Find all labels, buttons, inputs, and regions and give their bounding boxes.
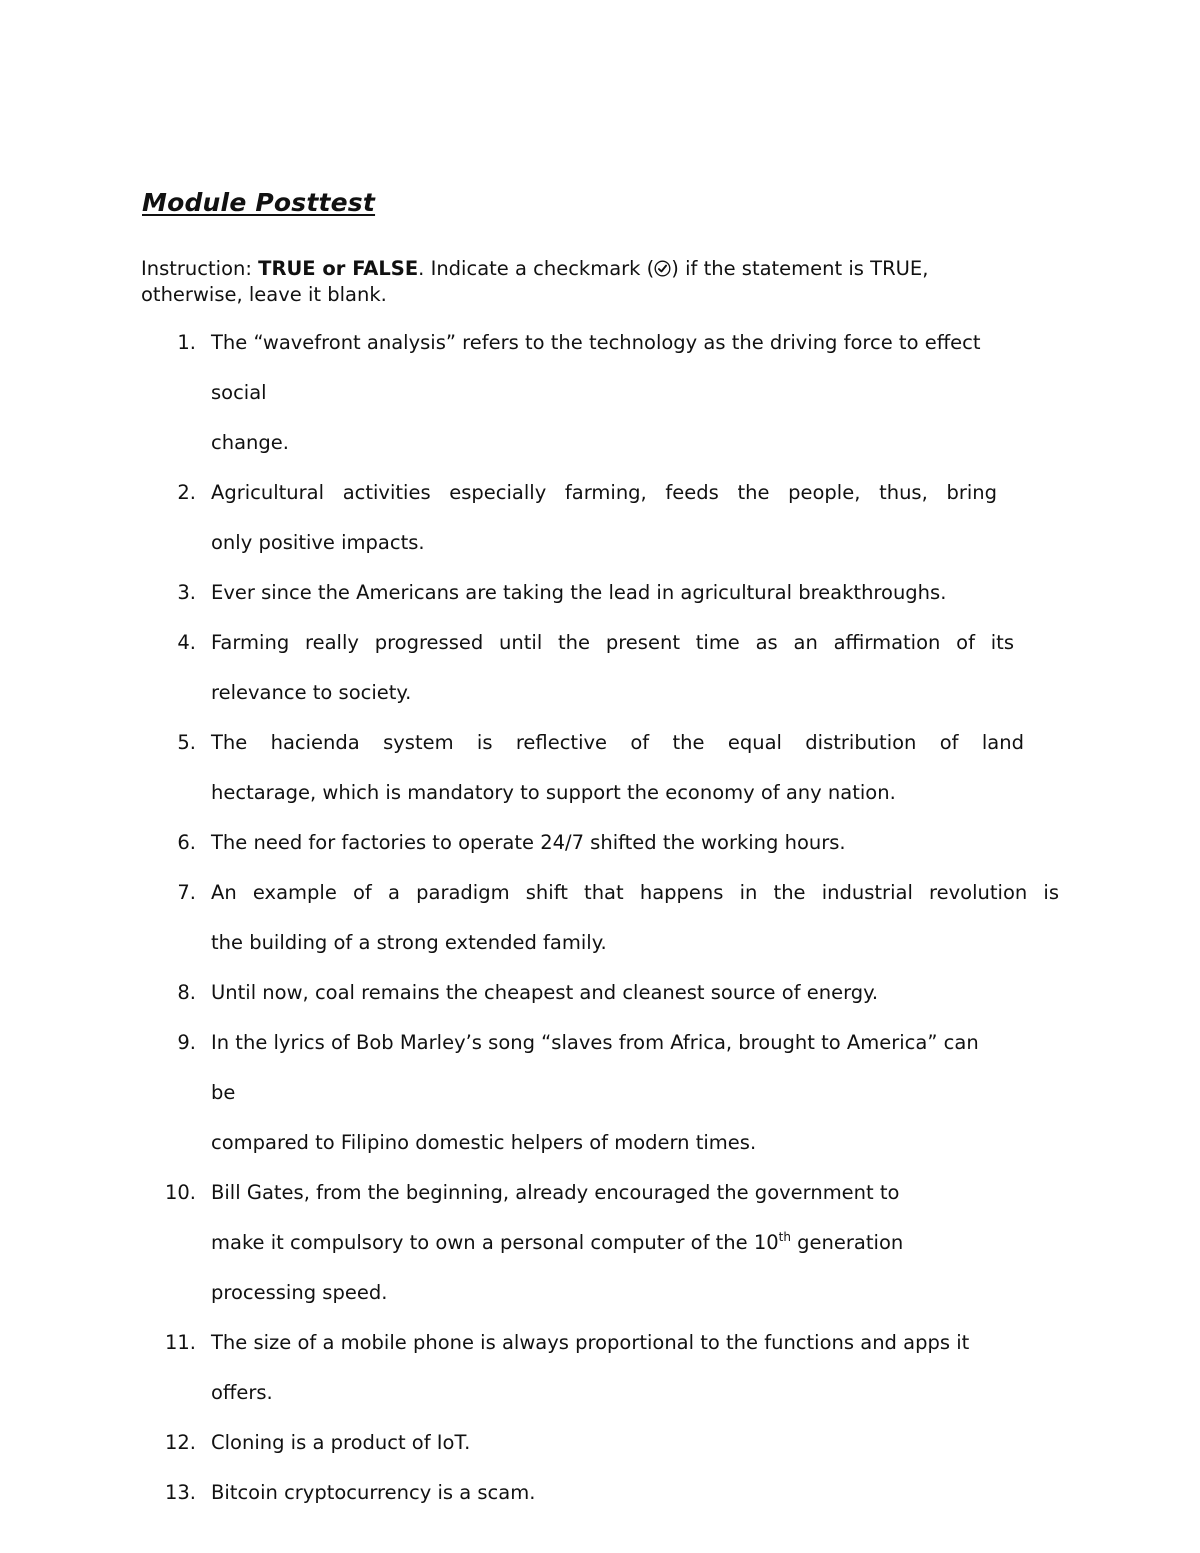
check-circle-icon (654, 260, 671, 277)
instruction-paragraph (141, 256, 1041, 308)
list-item (0, 818, 1200, 868)
item-number: 1. (177, 331, 196, 354)
item-number: 4. (177, 631, 196, 654)
item-text-line: The size of a mobile phone is always proportional to the functions and apps it (211, 1331, 970, 1354)
list-item (0, 968, 1200, 1018)
item-text-line: Bitcoin cryptocurrency is a scam. (211, 1481, 536, 1504)
list-item (0, 568, 1200, 618)
list-item (0, 718, 1200, 818)
item-text-line: processing speed. (211, 1281, 388, 1304)
list-item (0, 468, 1200, 568)
item-number: 8. (177, 981, 196, 1004)
item-text-line: the building of a strong extended family. (211, 931, 607, 954)
item-text-line: The need for factories to operate 24/7 shifted the working hours. (211, 831, 846, 854)
list-item (0, 1018, 1200, 1168)
question-list (0, 318, 1200, 1518)
page-title: Module Posttest (142, 188, 376, 217)
item-text-line: In the lyrics of Bob Marley’s song “slaves from Africa, brought to America” can (211, 1031, 979, 1054)
item-text-line: Bill Gates, from the beginning, already encouraged the government to (211, 1181, 900, 1204)
item-number: 11. (164, 1331, 196, 1354)
item-text-line: relevance to society. (211, 681, 412, 704)
item-text-justified: Farming really progressed until the present time as an affirmation of its (211, 631, 1014, 654)
item-text-line: be (211, 1081, 236, 1104)
list-item (0, 1168, 1200, 1318)
list-item (0, 1468, 1200, 1518)
item-number: 7. (177, 881, 196, 904)
item-text-line: offers. (211, 1381, 273, 1404)
item-text-justified: An example of a paradigm shift that happens in the industrial revolution is (211, 881, 1059, 904)
item-text-segment: generation (790, 1231, 904, 1254)
list-item (0, 868, 1200, 968)
item-number: 10. (164, 1181, 196, 1204)
instruction-true-false: TRUE or FALSE (258, 257, 419, 280)
item-number: 6. (177, 831, 196, 854)
instruction-line-2: otherwise, leave it blank. (141, 283, 387, 306)
item-number: 2. (177, 481, 196, 504)
item-text-line: only positive impacts. (211, 531, 425, 554)
item-text-line: Until now, coal remains the cheapest and cleanest source of energy. (211, 981, 879, 1004)
instruction-middle: . Indicate a checkmark ( (418, 257, 655, 280)
instruction-suffix: ) if the statement is TRUE, (671, 257, 929, 280)
item-text-line: Cloning is a product of IoT. (211, 1431, 471, 1454)
item-number: 9. (177, 1031, 196, 1054)
item-text-segment: make it compulsory to own a personal computer of the 10 (211, 1231, 779, 1254)
item-number: 13. (164, 1481, 196, 1504)
item-text-line: The “wavefront analysis” refers to the technology as the driving force to effect (211, 331, 981, 354)
list-item (0, 318, 1200, 468)
item-number: 12. (164, 1431, 196, 1454)
item-text-line: compared to Filipino domestic helpers of modern times. (211, 1131, 757, 1154)
superscript: th (778, 1230, 791, 1244)
item-text-justified: Agricultural activities especially farming, feeds the people, thus, bring (211, 481, 997, 504)
list-item (0, 618, 1200, 718)
item-text-justified: The hacienda system is reflective of the equal distribution of land (211, 731, 1024, 754)
list-item (0, 1418, 1200, 1468)
item-text-line: Ever since the Americans are taking the lead in agricultural breakthroughs. (211, 581, 947, 604)
instruction-prefix: Instruction: (141, 257, 259, 280)
item-text-line: change. (211, 431, 289, 454)
list-item (0, 1318, 1200, 1418)
item-text-line: social (211, 381, 267, 404)
item-number: 5. (177, 731, 196, 754)
item-number: 3. (177, 581, 196, 604)
item-text-line (0, 1218, 1200, 1268)
item-text-line: hectarage, which is mandatory to support the economy of any nation. (211, 781, 896, 804)
